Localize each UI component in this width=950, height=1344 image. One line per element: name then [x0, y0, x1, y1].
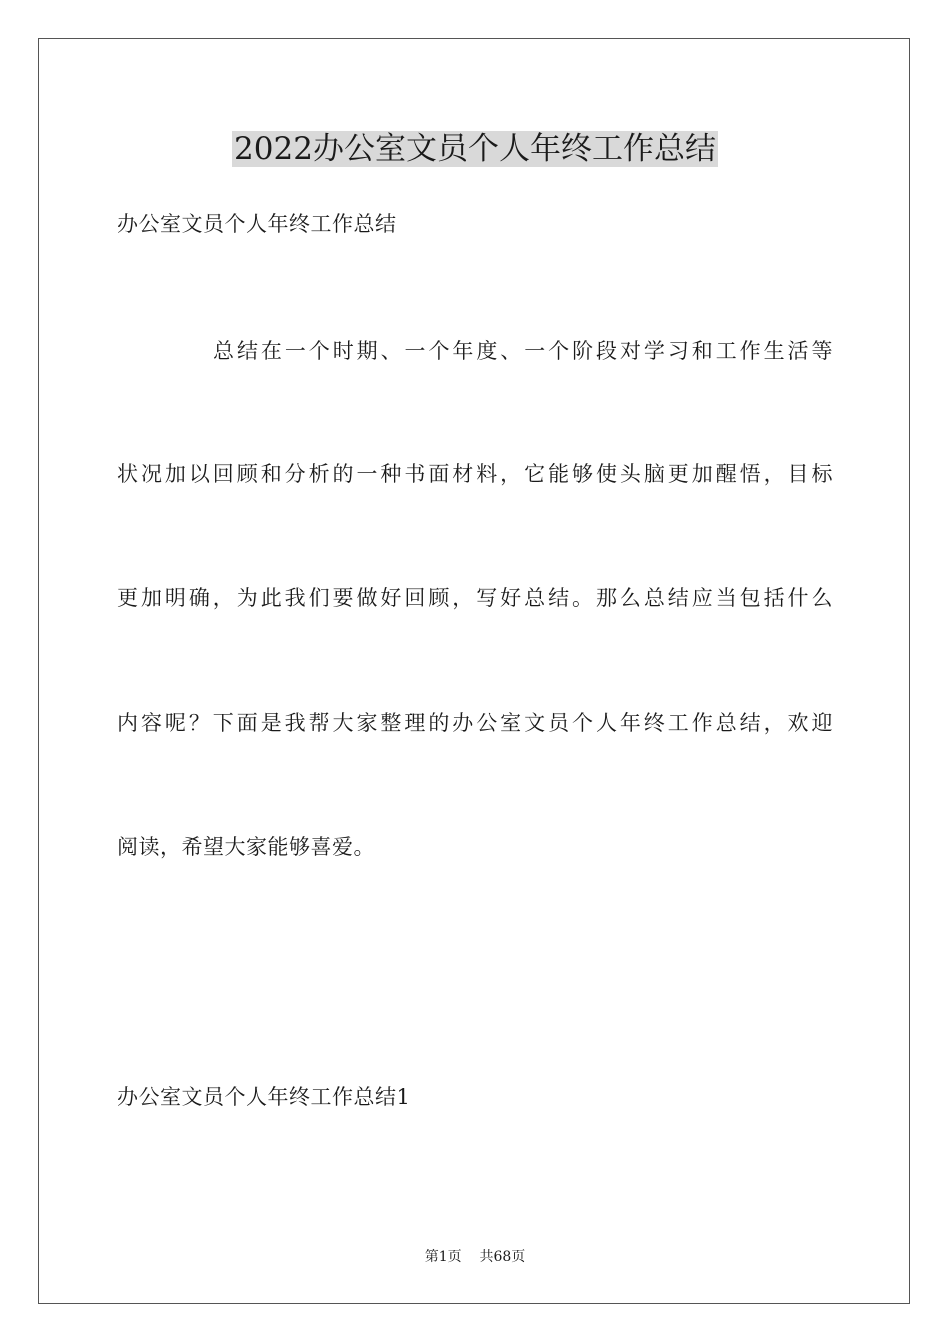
- page-number-footer: 第1页 共68页: [424, 1249, 526, 1265]
- section-heading: 办公室文员个人年终工作总结1: [117, 1085, 411, 1109]
- intro-paragraph-line: 内容呢？下面是我帮大家整理的办公室文员个人年终工作总结，欢迎: [117, 711, 833, 735]
- intro-paragraph-line: 阅读，希望大家能够喜爱。: [117, 835, 375, 859]
- intro-paragraph-line: 状况加以回顾和分析的一种书面材料，它能够使头脑更加醒悟，目标: [117, 462, 833, 486]
- document-title: [0, 128, 950, 170]
- document-subtitle: 办公室文员个人年终工作总结: [117, 212, 397, 236]
- intro-paragraph-line: 更加明确，为此我们要做好回顾，写好总结。那么总结应当包括什么: [117, 586, 833, 610]
- intro-paragraph-line: 总结在一个时期、一个年度、一个阶段对学习和工作生活等: [213, 339, 833, 363]
- document-title-text: 2022办公室文员个人年终工作总结: [234, 131, 716, 167]
